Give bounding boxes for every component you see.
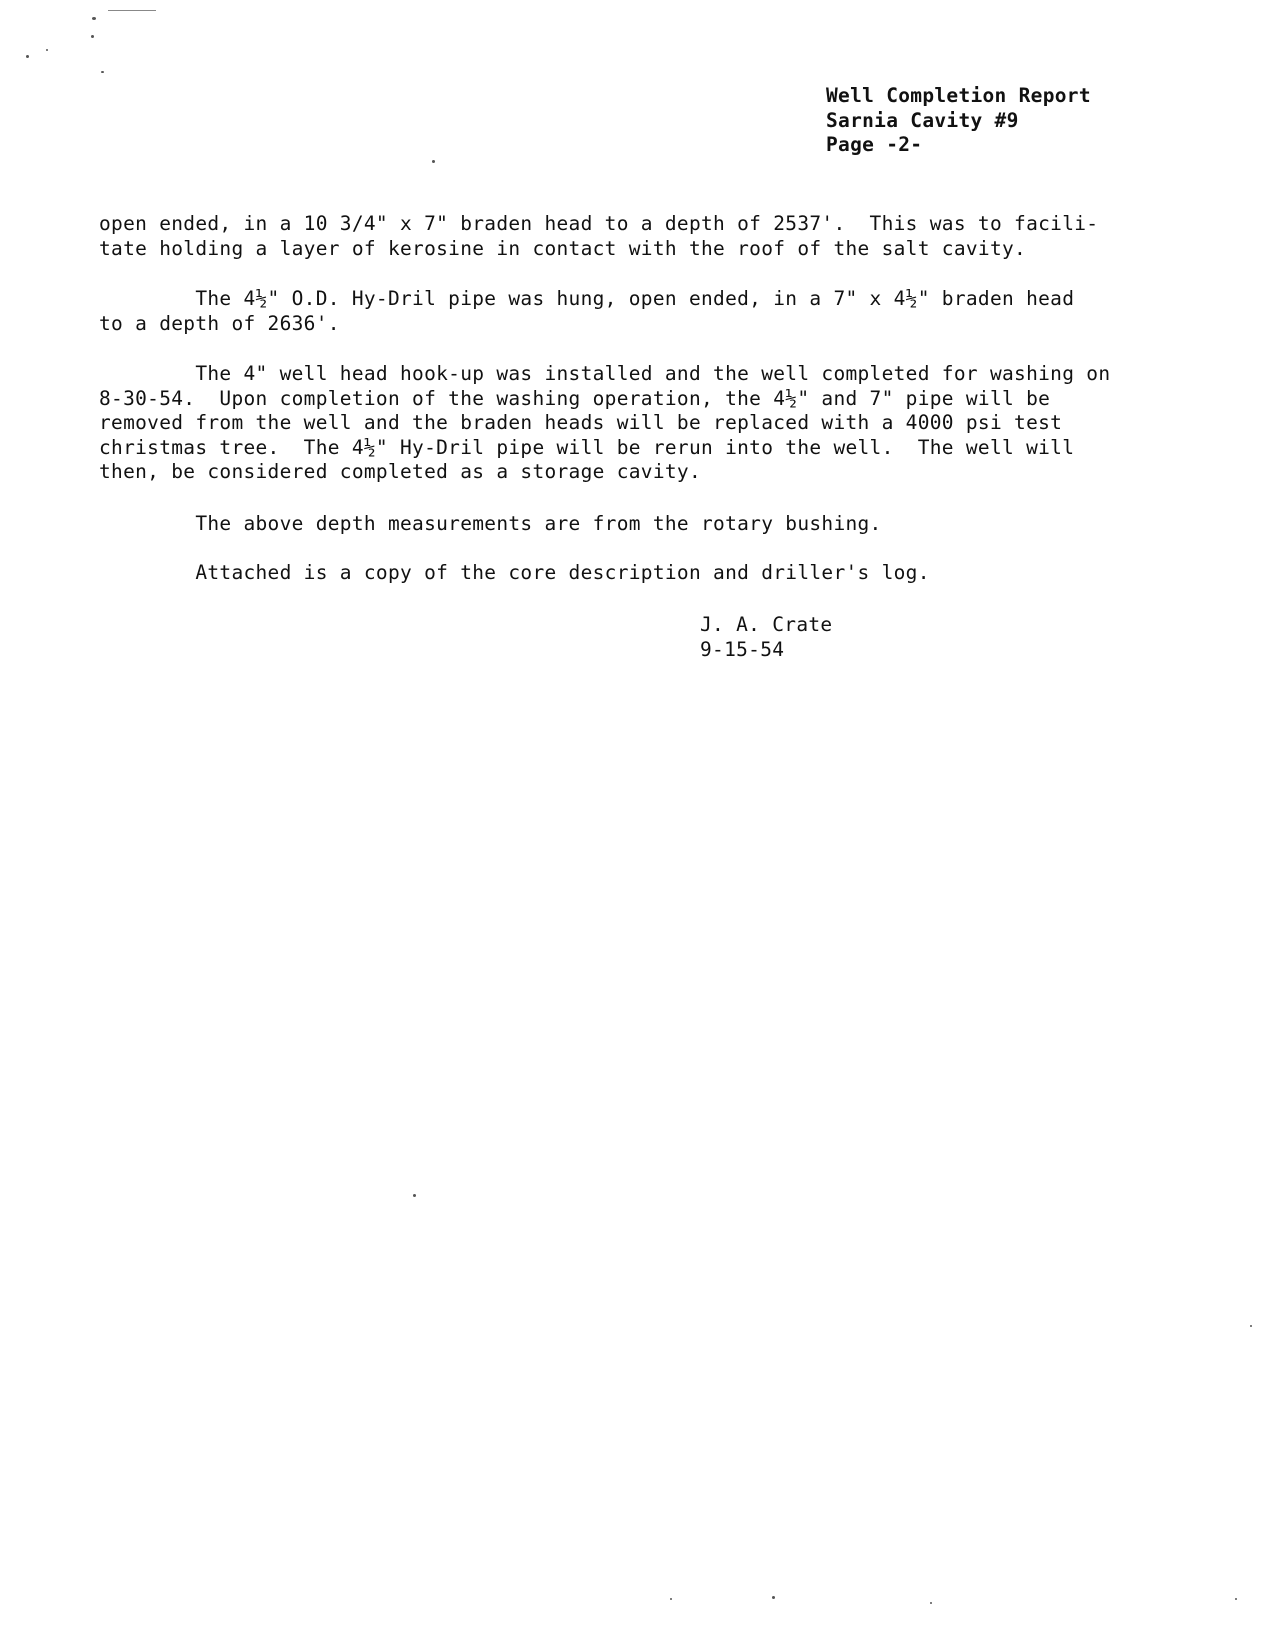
text-line: removed from the well and the braden heads will be replaced with a 4000 psi test bbox=[99, 411, 1063, 434]
author-name: J. A. Crate bbox=[700, 613, 833, 636]
cavity-name: Sarnia Cavity #9 bbox=[826, 108, 1019, 132]
report-date: 9-15-54 bbox=[700, 637, 785, 661]
text-line: The 4" well head hook-up was installed and the well completed for washing on bbox=[99, 362, 1111, 385]
scan-speck bbox=[930, 1602, 932, 1604]
paragraph-attachments bbox=[99, 561, 930, 586]
paragraph-casing bbox=[99, 212, 1098, 261]
paragraph-well-head bbox=[99, 362, 1110, 485]
scan-speck bbox=[46, 49, 48, 51]
scan-speck bbox=[26, 55, 29, 58]
scan-speck bbox=[432, 160, 435, 163]
report-title: Well Completion Report bbox=[826, 84, 1091, 107]
scan-mark bbox=[108, 10, 156, 11]
scan-speck bbox=[92, 17, 96, 20]
scan-speck bbox=[101, 71, 104, 73]
paragraph-hydril-pipe bbox=[99, 287, 1074, 336]
scan-speck bbox=[1250, 1325, 1252, 1327]
scan-speck bbox=[413, 1194, 416, 1197]
scan-speck bbox=[670, 1598, 672, 1600]
paragraph-depth-note bbox=[99, 512, 882, 537]
report-header bbox=[826, 84, 1091, 158]
text-line: The above depth measurements are from the rotary bushing. bbox=[99, 512, 882, 535]
scan-speck bbox=[91, 35, 94, 38]
scan-speck bbox=[1235, 1598, 1237, 1600]
text-line: then, be considered completed as a storage cavity. bbox=[99, 460, 701, 483]
scan-speck bbox=[772, 1596, 775, 1599]
text-line: open ended, in a 10 3/4" x 7" braden head to a depth of 2537'. This was to facili- bbox=[99, 212, 1099, 235]
signature-block bbox=[700, 613, 832, 662]
text-line: tate holding a layer of kerosine in contact with the roof of the salt cavity. bbox=[99, 236, 1027, 260]
text-line: christmas tree. The 4½" Hy-Dril pipe will be rerun into the well. The well will bbox=[99, 435, 1075, 459]
text-line: Attached is a copy of the core description and driller's log. bbox=[99, 561, 930, 584]
page-number: Page -2- bbox=[826, 133, 923, 156]
text-line: to a depth of 2636'. bbox=[99, 311, 340, 335]
text-line: 8-30-54. Upon completion of the washing operation, the 4½" and 7" pipe will be bbox=[99, 386, 1051, 410]
text-line: The 4½" O.D. Hy-Dril pipe was hung, open ended, in a 7" x 4½" braden head bbox=[99, 287, 1075, 310]
